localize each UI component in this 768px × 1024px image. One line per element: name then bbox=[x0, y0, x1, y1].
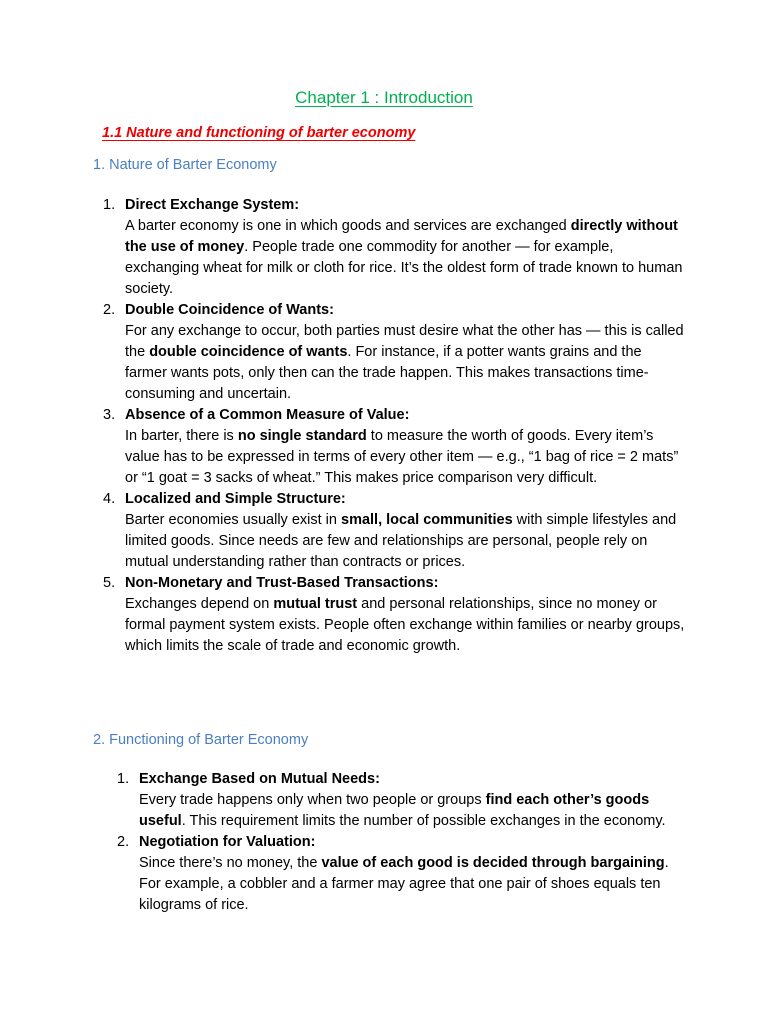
body-text: In barter, there is bbox=[125, 428, 238, 444]
body-text: Every trade happens only when two people or groups bbox=[139, 792, 486, 808]
item-number: 2. bbox=[117, 834, 130, 850]
item-number: 1. bbox=[117, 771, 130, 787]
list-item bbox=[103, 300, 685, 405]
functioning-heading: 2. Functioning of Barter Economy bbox=[93, 732, 309, 748]
list-item bbox=[103, 489, 685, 573]
list-item bbox=[117, 832, 679, 916]
item-body bbox=[139, 853, 679, 916]
nature-list bbox=[103, 195, 685, 657]
list-item bbox=[103, 195, 685, 300]
list-item bbox=[117, 769, 679, 832]
body-text: A barter economy is one in which goods and services are exchanged bbox=[125, 218, 571, 234]
emphasis-text: double coincidence of wants bbox=[149, 344, 348, 360]
body-text: . For instance, if a potter wants grains and the farmer wants pots, only then can the trade happen. This makes transactions time-consuming and uncertain. bbox=[125, 344, 649, 402]
emphasis-text: find each other’s goods useful bbox=[139, 792, 650, 829]
list-item bbox=[103, 405, 685, 489]
body-text: with simple lifestyles and limited goods. Since needs are few and relationships are personal, people rely on mutual understanding rather than contracts or prices. bbox=[125, 512, 677, 570]
item-number: 3. bbox=[103, 407, 116, 423]
body-text: . People trade one commodity for another — for example, exchanging wheat for milk or cloth for rice. It’s the oldest form of trade known to human society. bbox=[125, 239, 683, 297]
body-text: Barter economies usually exist in bbox=[125, 512, 341, 528]
body-text: . For example, a cobbler and a farmer may agree that one pair of shoes equals ten kilograms of rice. bbox=[139, 855, 669, 913]
item-title: Absence of a Common Measure of Value: bbox=[125, 407, 410, 423]
list-item bbox=[103, 573, 685, 657]
item-title: Double Coincidence of Wants: bbox=[125, 302, 334, 318]
body-text: For any exchange to occur, both parties must desire what the other has — this is called the bbox=[125, 323, 684, 360]
emphasis-text: directly without the use of money bbox=[125, 218, 678, 255]
item-number: 5. bbox=[103, 575, 116, 591]
item-number: 1. bbox=[103, 197, 116, 213]
item-body bbox=[125, 321, 685, 405]
section-subtitle: 1.1 Nature and functioning of barter economy bbox=[102, 125, 416, 141]
item-number: 4. bbox=[103, 491, 116, 507]
item-title: Localized and Simple Structure: bbox=[125, 491, 346, 507]
body-text: and personal relationships, since no money or formal payment system exists. People often exchange within families or nearby groups, which limits the scale of trade and economic growth. bbox=[125, 596, 685, 654]
item-title: Negotiation for Valuation: bbox=[139, 834, 316, 850]
body-text: Exchanges depend on bbox=[125, 596, 274, 612]
emphasis-text: mutual trust bbox=[273, 596, 358, 612]
item-body bbox=[125, 594, 685, 657]
emphasis-text: value of each good is decided through bargaining bbox=[321, 855, 665, 871]
body-text: Since there’s no money, the bbox=[139, 855, 322, 871]
item-number: 2. bbox=[103, 302, 116, 318]
body-text: . This requirement limits the number of possible exchanges in the economy. bbox=[181, 813, 666, 829]
emphasis-text: small, local communities bbox=[341, 512, 513, 528]
chapter-title: Chapter 1 : Introduction bbox=[295, 88, 473, 107]
functioning-list bbox=[117, 769, 679, 916]
item-title: Exchange Based on Mutual Needs: bbox=[139, 771, 380, 787]
item-body bbox=[139, 790, 679, 832]
nature-heading: 1. Nature of Barter Economy bbox=[93, 157, 277, 173]
item-body bbox=[125, 426, 685, 489]
body-text: to measure the worth of goods. Every item’s value has to be expressed in terms of every other item — e.g., “1 bag of rice = 2 mats” or “1 goat = 3 sacks of wheat.” This makes price comparison very difficult. bbox=[125, 428, 679, 486]
emphasis-text: no single standard bbox=[237, 428, 367, 444]
item-title: Direct Exchange System: bbox=[125, 197, 300, 213]
item-title: Non-Monetary and Trust-Based Transactions: bbox=[125, 575, 439, 591]
item-body bbox=[125, 216, 685, 300]
item-body bbox=[125, 510, 685, 573]
